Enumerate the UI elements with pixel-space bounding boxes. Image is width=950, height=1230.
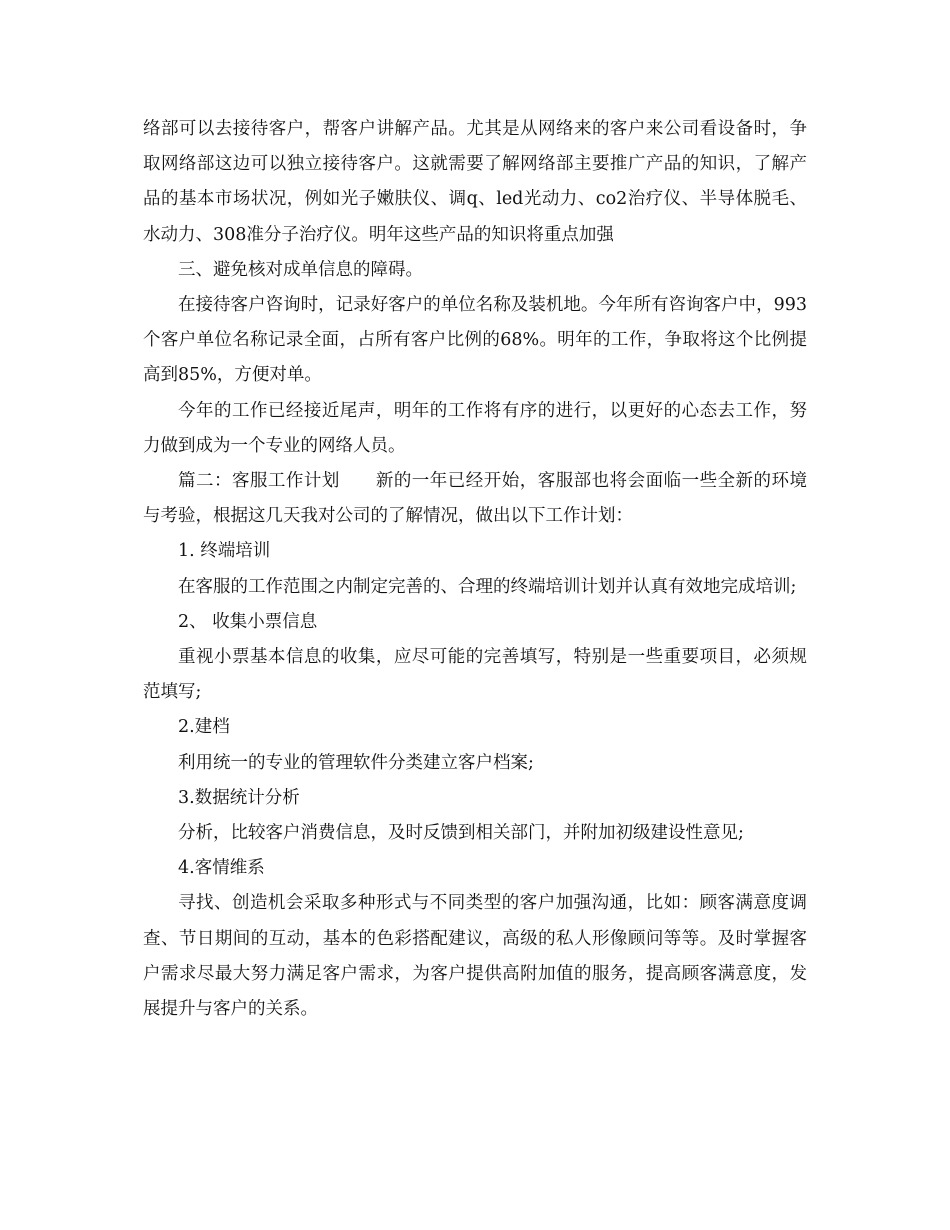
paragraph: 寻找、创造机会采取多种形式与不同类型的客户加强沟通，比如：顾客满意度调查、节日期间的互动，基本的色彩搭配建议，高级的私人形像顾问等等。及时掌握客户需求尽最大努力满足客户需求，为客户提供高附加值的服务，提高顾客满意度，发展提升与客户的关系。 — [143, 893, 807, 1020]
section-heading-3: 三、避免核对成单信息的障碍。 — [178, 259, 423, 280]
paragraph-continuation: 络部可以去接待客户，帮客户讲解产品。尤其是从网络来的客户来公司看设备时，争取网络部这边可以独立接待客户。这就需要了解网络部主要推广产品的知识，了解产品的基本市场状况，例如光子嫩肤仪、调q、led光动力、co2治疗仪、半导体脱毛、水动力、308准分子治疗仪。明年这些产品的知识将重点加强 — [143, 119, 807, 245]
document-body — [143, 112, 807, 1027]
item-heading-filing: 2.建档 — [178, 717, 230, 738]
paragraph: 分析，比较客户消费信息，及时反馈到相关部门，并附加初级建设性意见; — [178, 823, 744, 844]
item-heading-customer-relations: 4.客情维系 — [178, 858, 265, 879]
paragraph: 在客服的工作范围之内制定完善的、合理的终端培训计划并认真有效地完成培训; — [178, 576, 797, 597]
paragraph: 在接待客户咨询时，记录好客户的单位名称及装机地。今年所有咨询客户中，993个客户单位名称记录全面，占所有客户比例的68%。明年的工作，争取将这个比例提高到85%，方便对单。 — [143, 295, 807, 386]
paragraph: 重视小票基本信息的收集，应尽可能的完善填写，特别是一些重要项目，必须规范填写; — [143, 647, 807, 703]
paragraph: 今年的工作已经接近尾声，明年的工作将有序的进行，以更好的心态去工作，努力做到成为一个专业的网络人员。 — [143, 400, 807, 456]
item-heading-data-analysis: 3.数据统计分析 — [178, 787, 300, 808]
item-heading-collect-receipts: 2、 收集小票信息 — [178, 611, 318, 632]
item-heading-terminal-training: 1. 终端培训 — [178, 541, 271, 562]
paragraph: 利用统一的专业的管理软件分类建立客户档案; — [178, 752, 534, 773]
part-two-intro: 篇二：客服工作计划 新的一年已经开始，客服部也将会面临一些全新的环境与考验，根据这几天我对公司的了解情况，做出以下工作计划： — [143, 471, 807, 527]
